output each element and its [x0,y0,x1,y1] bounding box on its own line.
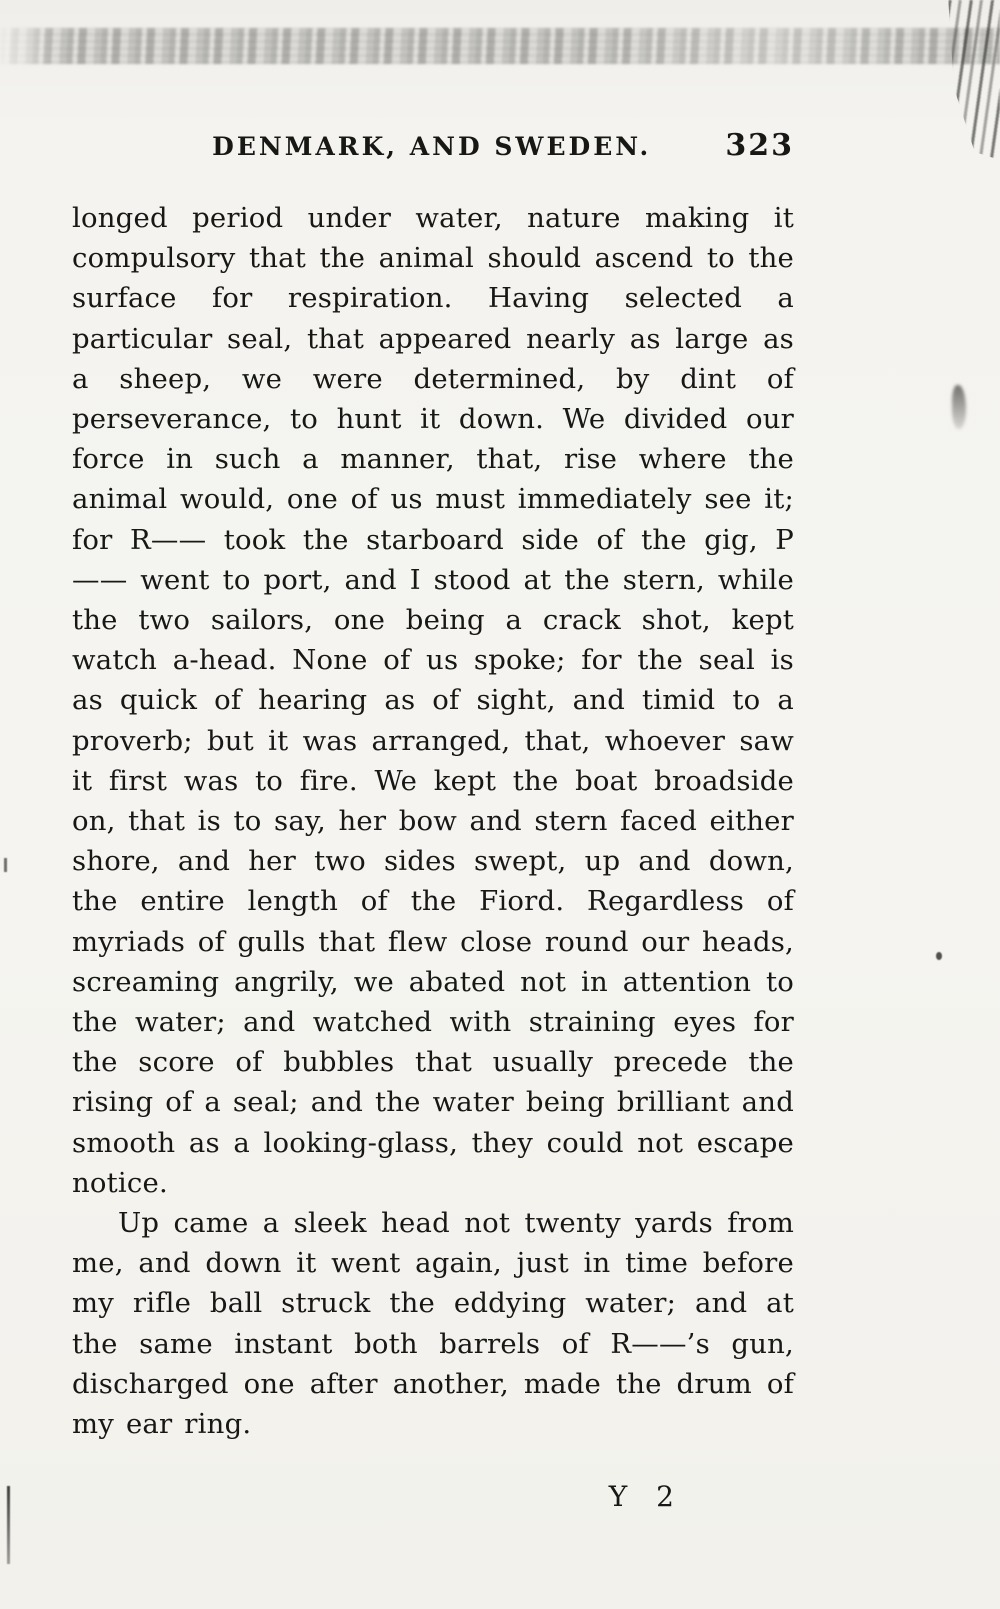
scan-noise-band [0,28,1000,64]
scan-edge-dot [936,952,942,960]
scan-edge-line [7,1486,10,1564]
scan-edge-tick [4,858,7,872]
running-head [72,128,794,163]
body-paragraph: longed period under water, nature making it compulsory that the animal should ascend to the surface for respiration. Having selected a particular seal, that appeared nearly as large as a sheep, we were determined, by dint of perseverance, to hunt it down. We divided our force in such a manner, that, rise where the animal would, one of us must immediately see it; for R—— took the starboard side of the gig, P—— went to port, and I stood at the stern, while the two sailors, one being a crack shot, kept watch a-head. None of us spoke; for the seal is as quick of hearing as of sight, and timid to a proverb; but it was arranged, that, whoever saw it first was to fire. We kept the boat broadside on, that is to say, her bow and stern faced either shore, and her two sides swept, up and down, the entire length of the Fiord. Regardless of myriads of gulls that flew close round our heads, screaming angrily, we abated not in attention to the water; and watched with straining eyes for the score of bubbles that usually precede the rising of a seal; and the water being brilliant and smooth as a looking-glass, they could not escape notice. [72,202,794,1199]
scan-edge-smudge [952,385,966,429]
body-paragraph: Up came a sleek head not twenty yards from me, and down it went again, just in time before my rifle ball struck the eddying water; and at the same instant both barrels of R——’s gun, discharged one after another, made the drum of my ear ring. [72,1207,794,1441]
running-head-title: DENMARK, AND SWEDEN. [212,132,652,161]
page-number: 323 [725,128,794,163]
signature-row [72,1480,794,1513]
body-text-block [72,198,794,1444]
scan-corner-streaks [885,0,1000,160]
signature-mark: Y 2 [608,1480,684,1513]
